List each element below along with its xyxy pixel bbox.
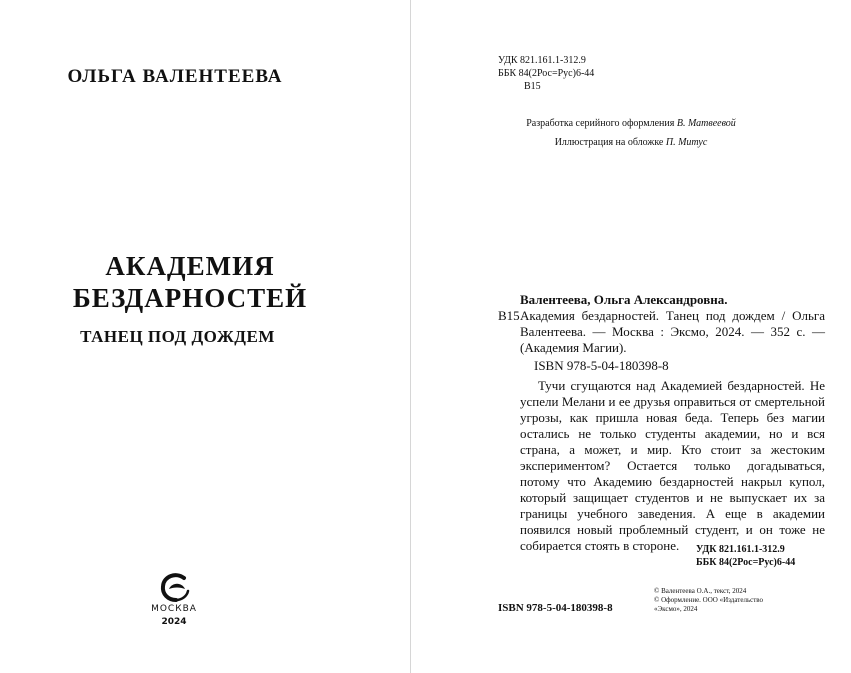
right-page xyxy=(411,0,851,673)
cover-credit-name: П. Митус xyxy=(665,137,708,148)
copyright-line-1: © Валентеева О.А., текст, 2024 xyxy=(654,587,747,595)
author-mark: В15 xyxy=(524,81,541,92)
book-subtitle: ТАНЕЦ ПОД ДОЖДЕМ xyxy=(80,327,275,346)
copyright-block xyxy=(654,587,763,614)
publication-year: 2024 xyxy=(161,617,187,627)
catalog-entry xyxy=(498,308,825,356)
design-credit-name: В. Матвеевой xyxy=(676,118,736,129)
design-credit xyxy=(411,118,851,129)
book-author: ОЛЬГА ВАЛЕНТЕЕВА xyxy=(67,66,283,87)
catalog-author-heading: Валентеева, Ольга Александровна. xyxy=(520,292,728,307)
classification-bottom xyxy=(696,543,795,569)
catalog-code: В15 xyxy=(498,308,520,323)
udk-code-bottom: УДК 821.161.1-312.9 xyxy=(696,544,785,555)
catalog-card xyxy=(498,292,825,554)
left-page xyxy=(0,0,410,673)
bbk-code: ББК 84(2Рос=Рус)6-44 xyxy=(498,68,595,79)
book-title-line-1: АКАДЕМИЯ xyxy=(105,251,275,281)
book-annotation: Тучи сгущаются над Академией бездарностей. Не успели Мелани и ее друзья оправиться от смертельной угрозы, как пришла новая беда. Теперь без магии остались не только студенты академии, но и вся страна, а может, и мир. Кто стоит за жестоким экспериментом? Остается только догадываться, потому что Академию бездарностей накрыл купол, который защищает студентов и не выпускает их за границы учебного заведения. А еще в академии появился новый проблемный студент, и он тоже не собирается стоять в стороне. xyxy=(520,378,825,553)
bbk-code-bottom: ББК 84(2Рос=Рус)6-44 xyxy=(696,557,796,568)
classification-top xyxy=(498,54,594,93)
cover-credit-prefix: Иллюстрация на обложке xyxy=(554,137,664,148)
catalog-entry-text: Академия бездарностей. Танец под дождем / Ольга Валентеева. — Москва : Эксмо, 2024. — 352 с. — (Академия Магии). xyxy=(520,308,825,355)
design-credit-prefix: Разработка серийного оформления xyxy=(526,118,675,129)
cover-credit xyxy=(411,137,851,148)
book-title-line-2: БЕЗДАРНОСТЕЙ xyxy=(72,283,308,313)
copyright-line-3: «Эксмо», 2024 xyxy=(654,605,698,613)
copyright-line-2: © Оформление. ООО «Издательство xyxy=(654,596,764,604)
isbn-bottom: ISBN 978-5-04-180398-8 xyxy=(498,602,613,614)
udk-code: УДК 821.161.1-312.9 xyxy=(498,55,586,66)
catalog-isbn: ISBN 978-5-04-180398-8 xyxy=(534,358,669,373)
eksmo-logo-icon xyxy=(158,572,192,606)
book-title xyxy=(0,250,380,314)
publisher-city: МОСКВА xyxy=(151,604,197,614)
